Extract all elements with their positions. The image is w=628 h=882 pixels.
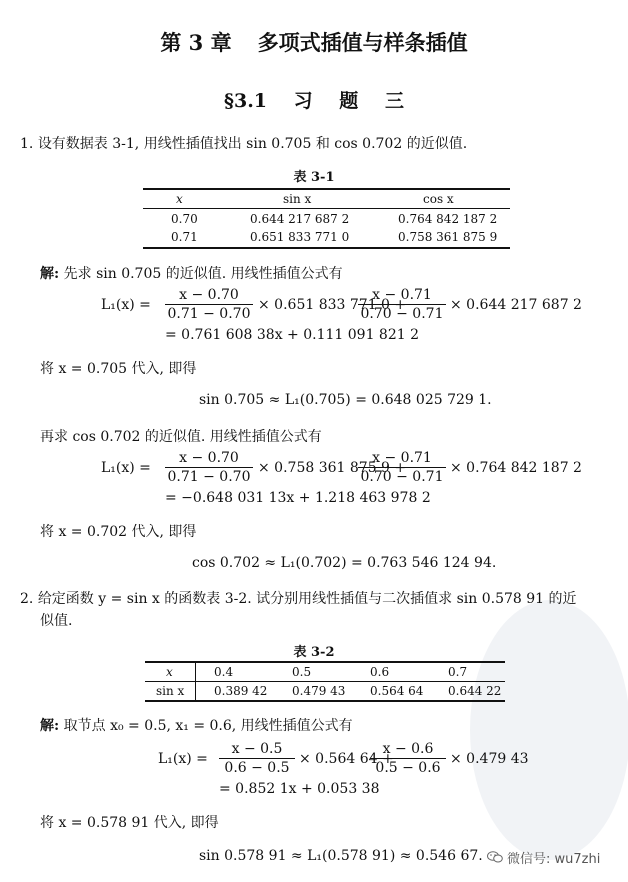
question-1-number: 1. — [20, 136, 34, 152]
eq2-term-2: × 0.764 842 187 2 — [450, 460, 582, 476]
chapter-name: 多项式插值与样条插值 — [257, 30, 468, 55]
eq1-fraction-2 — [358, 286, 446, 323]
eq3-fraction-1-numerator: x − 0.5 — [231, 741, 283, 757]
substitution-3: 将 x = 0.578 91 代入, 即得 — [40, 815, 219, 831]
solution-1-intro-2: 再求 cos 0.702 的近似值. 用线性插值公式有 — [40, 429, 322, 445]
table-2-top-rule — [145, 661, 505, 663]
eq1-lhs: L₁(x) = — [101, 297, 151, 313]
section-char-2: 题 — [339, 90, 359, 112]
eq1-result: = 0.761 608 38x + 0.111 091 821 2 — [165, 327, 420, 343]
value-1: sin 0.705 ≈ L₁(0.705) = 0.648 025 729 1. — [199, 392, 492, 408]
eq3-fraction-1-denominator: 0.6 − 0.5 — [219, 758, 295, 777]
table-2-mid-rule — [145, 681, 505, 682]
table-1-r1-cos: 0.764 842 187 2 — [398, 212, 498, 226]
table-2-r2-c4: 0.644 22 — [448, 684, 502, 698]
eq2-fraction-1 — [165, 449, 253, 486]
eq2-lhs: L₁(x) = — [101, 460, 151, 476]
eq1-fraction-1 — [165, 286, 253, 323]
background-watermark — [470, 600, 628, 860]
eq2-term-1: × 0.758 361 875 9 + — [258, 460, 407, 476]
eq2-fraction-2-denominator: 0.70 − 0.71 — [358, 467, 446, 486]
table-2-caption: 表 3-2 — [293, 645, 335, 660]
value-2: cos 0.702 ≈ L₁(0.702) = 0.763 546 124 94. — [192, 555, 497, 571]
eq3-term-2: × 0.479 43 — [450, 751, 529, 767]
table-1-header-cos: cos x — [423, 192, 454, 206]
solution-2-intro-text: 取节点 x₀ = 0.5, x₁ = 0.6, 用线性插值公式有 — [63, 718, 353, 734]
table-1-r1-x: 0.70 — [171, 212, 198, 226]
section-char-1: 习 — [293, 90, 313, 112]
value-3: sin 0.578 91 ≈ L₁(0.578 91) ≈ 0.546 67. — [199, 848, 483, 864]
question-2 — [20, 588, 577, 608]
table-2-r1-c2: 0.5 — [292, 665, 312, 679]
table-1-caption: 表 3-1 — [293, 170, 335, 185]
solution-1-intro — [40, 263, 343, 283]
table-2-bottom-rule — [145, 700, 505, 702]
table-2-r2-c2: 0.479 43 — [292, 684, 346, 698]
table-2-r1-c1: 0.4 — [214, 665, 234, 679]
table-2-r1-c3: 0.6 — [370, 665, 390, 679]
eq3-term-1: × 0.564 64 + — [299, 751, 394, 767]
section-title — [0, 86, 628, 113]
substitution-2: 将 x = 0.702 代入, 即得 — [40, 524, 197, 540]
question-1 — [20, 133, 467, 153]
eq3-fraction-2-denominator: 0.5 − 0.6 — [370, 758, 446, 777]
question-2-number: 2. — [20, 591, 34, 607]
table-1-r1-sin: 0.644 217 687 2 — [250, 212, 350, 226]
eq3-fraction-2 — [370, 740, 446, 777]
question-2-line-1: 给定函数 y = sin x 的函数表 3-2. 试分别用线性插值与二次插值求 sin 0.578 91 的近 — [37, 591, 577, 607]
eq2-fraction-1-numerator: x − 0.70 — [179, 450, 239, 466]
eq3-fraction-2-numerator: x − 0.6 — [382, 741, 434, 757]
table-2-r1-label: x — [166, 665, 173, 679]
eq1-fraction-2-numerator: x − 0.71 — [372, 287, 432, 303]
eq1-fraction-1-numerator: x − 0.70 — [179, 287, 239, 303]
solution-1-intro-text: 先求 sin 0.705 的近似值. 用线性插值公式有 — [63, 266, 343, 282]
solution-2-label: 解: — [40, 718, 60, 734]
table-1-r2-x: 0.71 — [171, 230, 198, 244]
chapter-number: 第 3 章 — [160, 30, 232, 55]
eq1-fraction-1-denominator: 0.71 − 0.70 — [165, 304, 253, 323]
watermark-text: 微信号: wu7zhi — [507, 852, 601, 867]
eq3-lhs: L₁(x) = — [158, 751, 208, 767]
eq2-fraction-2 — [358, 449, 446, 486]
eq2-result: = −0.648 031 13x + 1.218 463 978 2 — [165, 490, 431, 506]
question-2-line-2: 似值. — [40, 613, 73, 629]
eq2-fraction-2-numerator: x − 0.71 — [372, 450, 432, 466]
table-1-header-x: x — [176, 192, 183, 206]
table-1-bottom-rule — [143, 247, 510, 249]
eq2-fraction-1-denominator: 0.71 − 0.70 — [165, 467, 253, 486]
table-1-r2-cos: 0.758 361 875 9 — [398, 230, 498, 244]
table-2-r2-c3: 0.564 64 — [370, 684, 424, 698]
section-char-3: 三 — [384, 90, 404, 112]
solution-2-intro — [40, 715, 353, 735]
section-symbol: §3.1 — [224, 90, 268, 112]
eq3-fraction-1 — [219, 740, 295, 777]
wechat-icon — [487, 851, 503, 863]
chapter-title — [0, 27, 628, 57]
table-2-r1-c4: 0.7 — [448, 665, 468, 679]
eq1-fraction-2-denominator: 0.70 − 0.71 — [358, 304, 446, 323]
eq1-term-1: × 0.651 833 771 0 + — [258, 297, 407, 313]
table-2-r2-label: sin x — [156, 684, 185, 698]
table-1-r2-sin: 0.651 833 771 0 — [250, 230, 350, 244]
eq3-result: = 0.852 1x + 0.053 38 — [219, 781, 380, 797]
table-1-header-sin: sin x — [283, 192, 312, 206]
substitution-1: 将 x = 0.705 代入, 即得 — [40, 361, 197, 377]
table-1-mid-rule — [143, 208, 510, 209]
eq1-term-2: × 0.644 217 687 2 — [450, 297, 582, 313]
question-1-text: 设有数据表 3-1, 用线性插值找出 sin 0.705 和 cos 0.702 的近似值. — [37, 136, 468, 152]
table-2-r2-c1: 0.389 42 — [214, 684, 268, 698]
table-1-top-rule — [143, 188, 510, 190]
solution-1-label: 解: — [40, 266, 60, 282]
